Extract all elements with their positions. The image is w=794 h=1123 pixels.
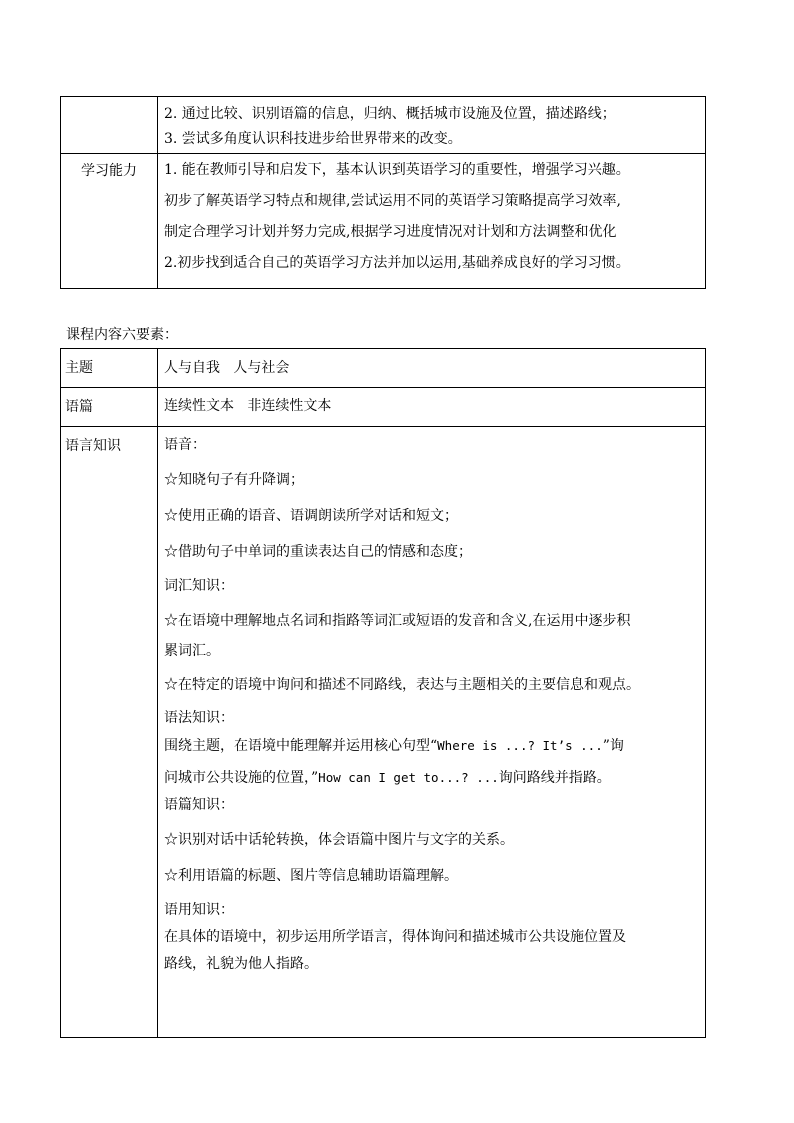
grammar-text bbox=[164, 736, 701, 756]
grammar-text-part: 围绕主题，在语境中能理解并运用核心句型“ bbox=[164, 738, 438, 754]
discourse-item: ☆利用语篇的标题、图片等信息辅助语篇理解。 bbox=[164, 868, 458, 884]
row-label bbox=[61, 97, 158, 154]
pragmatic-text: 路线，礼貌为他人指路。 bbox=[164, 956, 318, 972]
row-label bbox=[61, 427, 158, 1038]
goals-table bbox=[60, 96, 706, 289]
table-row bbox=[61, 97, 706, 154]
row-content bbox=[158, 154, 706, 289]
discourse-item: ☆识别对话中话轮转换，体会语篇中图片与文字的关系。 bbox=[164, 832, 514, 848]
discourse-type-value: 连续性文本 非连续性文本 bbox=[164, 398, 332, 414]
phonetics-item: ☆借助句子中单词的重读表达自己的情感和态度； bbox=[164, 544, 472, 560]
row-label bbox=[61, 388, 158, 427]
ability-line: 2.初步找到适合自己的英语学习方法并加以运用,基础养成良好的学习习惯。 bbox=[164, 255, 630, 271]
section-heading: 课程内容六要素： bbox=[66, 327, 178, 343]
ability-line: 制定合理学习计划并努力完成,根据学习进度情况对计划和方法调整和优化 bbox=[164, 224, 617, 240]
vocab-item: ☆在特定的语境中询问和描述不同路线，表达与主题相关的主要信息和观点。 bbox=[164, 677, 640, 693]
row-content bbox=[158, 97, 706, 154]
goal-line: 3. 尝试多角度认识科技进步给世界带来的改变。 bbox=[164, 131, 462, 147]
pragmatic-title: 语用知识： bbox=[164, 902, 234, 918]
phonetics-item: ☆知晓句子有升降调； bbox=[164, 472, 304, 488]
row-label-text: 主题 bbox=[65, 360, 93, 376]
course-content-table bbox=[60, 348, 706, 1038]
core-sentence-pattern: How can I get to...? ... bbox=[318, 770, 499, 785]
goal-line: 2. 通过比较、识别语篇的信息，归纳、概括城市设施及位置，描述路线； bbox=[164, 106, 616, 122]
row-label-text: 语篇 bbox=[65, 399, 93, 415]
table-row bbox=[61, 388, 706, 427]
grammar-text-part: 问城市公共设施的位置，” bbox=[164, 770, 319, 786]
language-knowledge-content bbox=[158, 427, 706, 1038]
grammar-text bbox=[164, 768, 701, 788]
row-label-text: 语言知识 bbox=[65, 438, 121, 454]
theme-value: 人与自我 人与社会 bbox=[164, 360, 290, 376]
pragmatic-text: 在具体的语境中，初步运用所学语言，得体询问和描述城市公共设施位置及 bbox=[164, 929, 626, 945]
row-label bbox=[61, 154, 158, 289]
table-row bbox=[61, 154, 706, 289]
grammar-text-part: ”询 bbox=[602, 738, 624, 754]
discourse-title: 语篇知识： bbox=[164, 797, 234, 813]
ability-line: 1. 能在教师引导和启发下，基本认识到英语学习的重要性，增强学习兴趣。 bbox=[164, 162, 630, 178]
core-sentence-pattern: Where is ...? It’s ... bbox=[437, 738, 603, 753]
vocab-title: 词汇知识： bbox=[164, 578, 234, 594]
ability-line: 初步了解英语学习特点和规律,尝试运用不同的英语学习策略提高学习效率, bbox=[164, 193, 621, 209]
table-row bbox=[61, 349, 706, 388]
phonetics-item: ☆使用正确的语音、语调朗读所学对话和短文； bbox=[164, 508, 458, 524]
row-label-text: 学习能力 bbox=[81, 163, 137, 179]
row-content bbox=[158, 349, 706, 388]
vocab-item: ☆在语境中理解地点名词和指路等词汇或短语的发音和含义,在运用中逐步积 bbox=[164, 613, 631, 629]
row-label bbox=[61, 349, 158, 388]
grammar-text-part: 询问路线并指路。 bbox=[498, 770, 611, 786]
phonetics-title: 语音： bbox=[164, 437, 206, 453]
table-row bbox=[61, 427, 706, 1038]
vocab-item-cont: 累词汇。 bbox=[164, 643, 220, 659]
grammar-title: 语法知识： bbox=[164, 710, 234, 726]
row-content bbox=[158, 388, 706, 427]
